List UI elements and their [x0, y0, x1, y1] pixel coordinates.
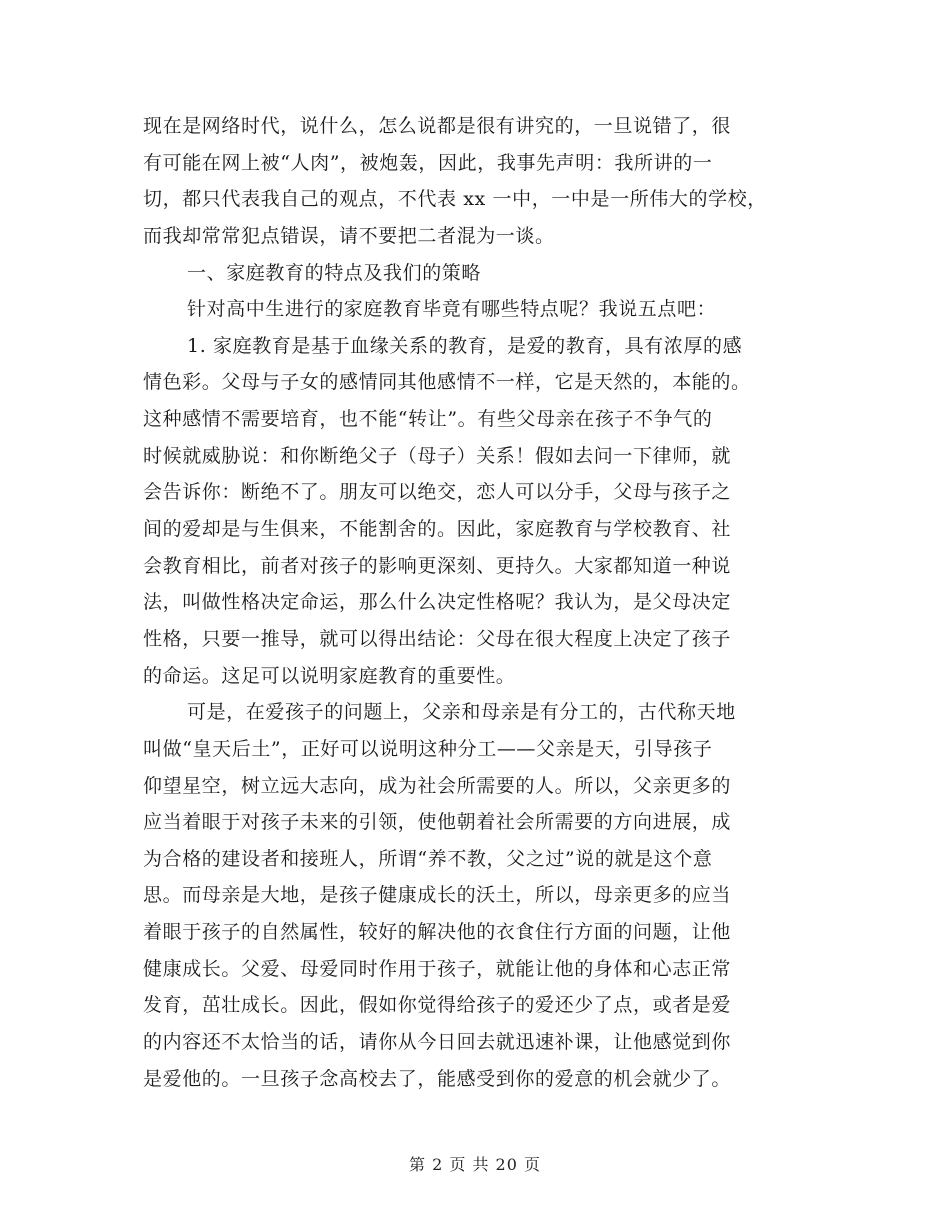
- text-line: 间的爱却是与生俱来，不能割舍的。因此，家庭教育与学校教育、社: [143, 518, 732, 541]
- text-line: 发育，茁壮成长。因此，假如你觉得给孩子的爱还少了点，或者是爱: [143, 994, 732, 1017]
- text-line: 时候就威胁说：和你断绝父子（母子）关系！假如去问一下律师，就: [143, 444, 732, 467]
- body-text: [143, 108, 813, 1097]
- text-line: 现在是网络时代，说什么，怎么说都是很有讲究的，一旦说错了，很: [143, 115, 732, 137]
- text-line: 思。而母亲是大地，是孩子健康成长的沃土，所以，母亲更多的应当: [143, 884, 732, 907]
- text-line: 会告诉你：断绝不了。朋友可以绝交，恋人可以分手，父母与孩子之: [143, 481, 732, 504]
- text-line: 这种感情不需要培育，也不能“转让”。有些父母亲在孩子不争气的: [143, 408, 713, 431]
- text-line: 着眼于孩子的自然属性，较好的解决他的衣食住行方面的问题，让他: [143, 921, 732, 944]
- text-line: 应当着眼于对孩子未来的引领，使他朝着社会所需要的方向进展，成: [143, 811, 732, 834]
- text-line: 的内容还不太恰当的话，请你从今日回去就迅速补课，让他感觉到你: [143, 1031, 732, 1054]
- text-line: 可是，在爱孩子的问题上，父亲和母亲是有分工的，古代称天地: [187, 701, 736, 724]
- text-line: 1. 家庭教育是基于血缘关系的教育，是爱的教育，具有浓厚的感: [187, 334, 743, 357]
- text-line: 叫做“皇天后土”，正好可以说明这种分工——父亲是天，引导孩子: [143, 737, 713, 760]
- page-footer: [0, 1152, 950, 1175]
- text-line: 的命运。这足可以说明家庭教育的重要性。: [143, 664, 516, 687]
- text-line: 法，叫做性格决定命运，那么什么决定性格呢？我认为，是父母决定: [143, 591, 732, 614]
- text-line: 是爱他的。一旦孩子念高校去了，能感受到你的爱意的机会就少了。: [143, 1067, 732, 1090]
- text-line: 有可能在网上被“人肉”，被炮轰，因此，我事先声明：我所讲的一: [143, 151, 713, 174]
- page-number-label: 第 2 页 共 20 页: [409, 1155, 541, 1174]
- text-line: 针对高中生进行的家庭教育毕竟有哪些特点呢？我说五点吧：: [187, 298, 717, 321]
- text-line: 而我却常常犯点错误，请不要把二者混为一谈。: [143, 224, 555, 247]
- text-line: 一、家庭教育的特点及我们的策略: [187, 261, 482, 284]
- text-line: 情色彩。父母与子女的感情同其他感情不一样，它是天然的，本能的。: [143, 371, 751, 394]
- text-line: 切，都只代表我自己的观点，不代表 xx 一中，一中是一所伟大的学校，: [143, 188, 767, 211]
- text-line: 仰望星空，树立远大志向，成为社会所需要的人。所以，父亲更多的: [143, 774, 732, 797]
- text-line: 健康成长。父爱、母爱同时作用于孩子，就能让他的身体和心志正常: [143, 957, 732, 980]
- text-line: 为合格的建设者和接班人，所谓“养不教，父之过”说的就是这个意: [143, 847, 713, 870]
- text-line: 性格，只要一推导，就可以得出结论：父母在很大程度上决定了孩子: [143, 627, 732, 650]
- text-line: 会教育相比，前者对孩子的影响更深刻、更持久。大家都知道一种说: [143, 554, 732, 577]
